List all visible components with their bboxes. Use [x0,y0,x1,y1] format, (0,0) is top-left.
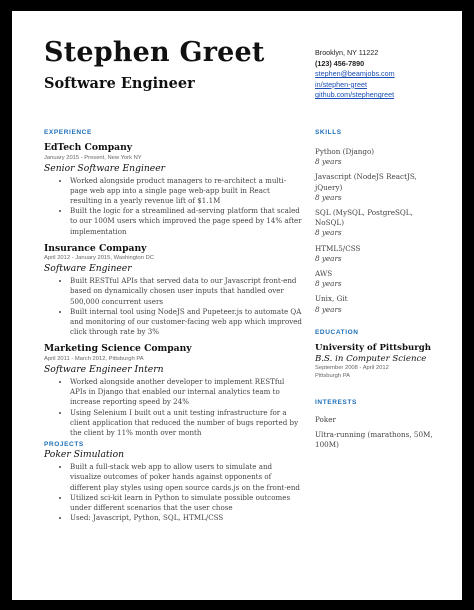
job-bullets [44,176,302,237]
job-company: Insurance Company [44,242,147,254]
resume-page [12,11,462,600]
skill-item [315,269,435,289]
skill-years: 8 years [315,279,342,289]
interest-item: Ultra-running (marathons, 50M, 100M) [315,430,433,450]
skill-years: 8 years [315,304,342,314]
job-bullet: • Using Selenium I built out a unit testing infrastructure for a client application that reduced the number of bugs reported by the client by 11% month over month [70,408,302,439]
skills-heading: SKILLS [315,129,342,136]
job-entry [44,243,302,338]
project-bullet: • Used: Javascript, Python, SQL, HTML/CSS [70,513,302,523]
education-location: Pittsburgh PA [315,372,351,379]
job-bullet: • Built the logic for a streamlined ad-serving platform that scaled to our 100M users which improved the page speed by 14% after implementation [70,206,302,237]
right-column [315,129,435,455]
education-heading: EDUCATION [315,328,359,336]
job-meta: April 2011 - March 2012, Pittsburgh PA [44,355,144,362]
candidate-role: Software Engineer [44,75,195,92]
projects-heading: PROJECTS [44,441,84,449]
skill-item [315,147,435,167]
job-company: EdTech Company [44,142,133,153]
job-bullet: • Worked alongside product managers to re-architect a multi-page web app into a single page web-app built in React resulting in a yearly revenue lift of $1.1M [70,176,302,207]
job-meta: January 2015 - Present, New York NY [44,154,142,161]
skill-name: HTML5/CSS [315,243,361,253]
left-column [44,129,302,523]
job-bullet: • Built internal tool using NodeJS and Pupeteer.js to automate QA and monitoring of our customer-facing web app which improved click through rate by 3% [70,307,302,338]
project-bullet: • Utilized sci-kit learn in Python to simulate possible outcomes under different scenarios that the user chose [70,493,302,513]
contact-github-link[interactable]: github.com/stephengreet [315,90,395,100]
skill-item [315,172,435,203]
contact-location: Brooklyn, NY 11222 [315,48,379,57]
education-dates: September 2008 - April 2012 [315,365,389,372]
job-entry [44,343,302,438]
contact-phone: (123) 456-7890 [315,58,365,68]
interests-heading: INTERESTS [315,398,357,406]
education-degree: B.S. in Computer Science [315,353,427,364]
skill-name: Unix, Git [315,294,348,304]
job-bullets [44,276,302,337]
job-company: Marketing Science Company [44,343,192,355]
project-bullets [44,462,302,523]
job-entry [44,142,302,237]
skill-years: 8 years [315,192,342,202]
job-meta: April 2012 - January 2015, Washington DC [44,255,154,262]
job-title: Software Engineer Intern [44,363,164,375]
job-bullet: • Built RESTful APIs that served data to our Javascript front-end based on dynamically chosen user inputs that handled over 500,000 concurrent users [70,276,302,307]
candidate-name: Stephen Greet [44,37,265,68]
contact-block [315,48,395,101]
job-bullet: • Worked alongside another developer to implement RESTful APIs in Django that enabled our internal analytics team to increase reporting speed by 24% [70,377,302,408]
education-school: University of Pittsburgh [315,342,432,353]
job-title: Software Engineer [44,263,132,275]
contact-linkedin-link[interactable]: in/stephen-greet [315,79,367,89]
skill-item [315,244,435,264]
skill-name: Python (Django) [315,147,375,156]
contact-email-link[interactable]: stephen@beamjobs.com [315,69,395,79]
skill-years: 8 years [315,157,342,167]
project-title: Poker Simulation [44,449,125,461]
skill-item [315,294,435,314]
skill-name: SQL (MySQL, PostgreSQL, NoSQL) [315,208,413,228]
skill-years: 8 years [315,228,342,238]
job-bullets [44,377,302,438]
project-entry [44,449,302,523]
experience-heading: EXPERIENCE [44,129,92,136]
project-bullet: • Built a full-stack web app to allow users to simulate and visualize outcomes of poker hands against opponents of different play styles using open source cards.js on the front-end [70,462,302,493]
skill-item [315,208,435,239]
skill-years: 8 years [315,253,342,263]
interest-item: Poker [315,414,336,424]
skill-name: Javascript (NodeJS ReactJS, jQuery) [315,172,417,192]
job-title: Senior Software Engineer [44,162,166,174]
skill-name: AWS [315,269,333,279]
